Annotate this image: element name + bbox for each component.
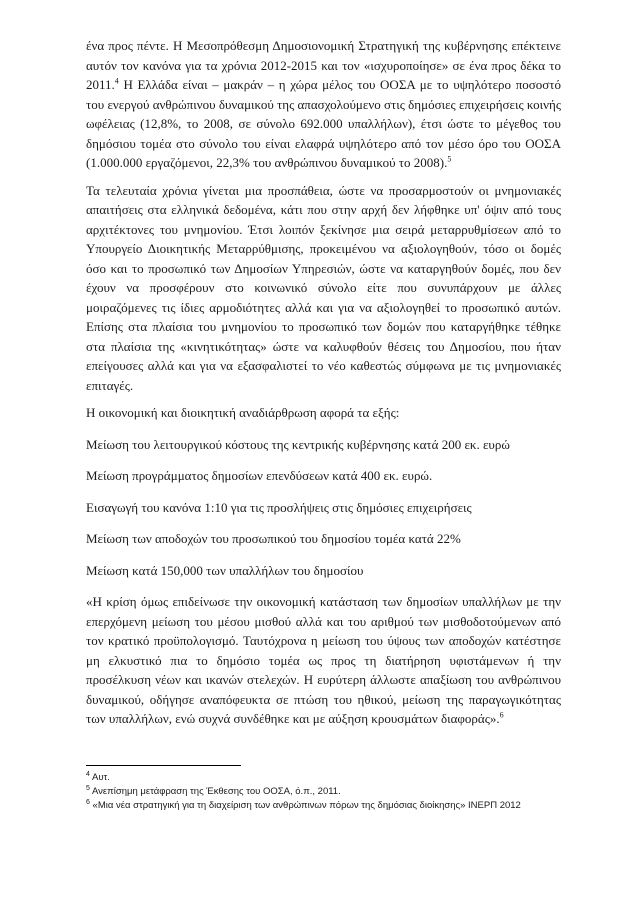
footnote-number: 4 bbox=[86, 770, 90, 778]
footnote bbox=[86, 771, 561, 785]
measure-item: Μείωση προγράμματος δημοσίων επενδύσεων κατά 400 εκ. ευρώ. bbox=[86, 468, 433, 483]
footnotes bbox=[86, 771, 561, 813]
footnote-number: 5 bbox=[86, 784, 90, 792]
footnote-number: 6 bbox=[86, 798, 90, 806]
paragraph-quote bbox=[86, 592, 561, 729]
measure-item: Μείωση του λειτουργικού κόστους της κεντρικής κυβέρνησης κατά 200 εκ. ευρώ bbox=[86, 436, 510, 452]
footnote-ref[interactable]: 4 bbox=[114, 76, 119, 86]
footnote bbox=[86, 785, 561, 799]
measure-item: Μείωση κατά 150,000 των υπαλλήλων του δημοσίου bbox=[86, 562, 364, 578]
paragraph-restructuring-intro: Η οικονομική και διοικητική αναδιάρθρωση αφορά τα εξής: bbox=[86, 405, 400, 420]
footnote-text: Αυτ. bbox=[89, 772, 110, 783]
paragraph-reforms: Τα τελευταία χρόνια γίνεται μια προσπάθεια, ώστε να προσαρμοστούν οι μνημονιακές απαιτήσεις στα ελληνικά δεδομένα, κάτι που στην αρχή δεν λήφθηκε υπ' όψιν από τους αρχιτέκτονες του μνημονίου. Έτσι λοιπόν ξεκίνησε μια σειρά μεταρρυθμίσεων από το Υπουργείο Διοικητικής Μεταρρύθμισης, προκειμένου να αξιολογηθούν, τόσο οι δομές όσο και το προσωπικό των Δημοσίων Υπηρεσιών, ώστε να καταργηθούν δομές, που δεν έχουν να προσφέρουν στο κοινωνικό σύνολο είτε που συνυπάρχουν με άλλες μοιραζόμενες τις ίδιες αρμοδιότητες αλλά και για να αξιολογηθεί το προσωπικό αυτών. Επίσης στα πλαίσια του μνημονίου το προσωπικό των δομών που καταργήθηκε τέθηκε στα πλαίσια της «κινητικότητας» ώστε να καλυφθούν θέσεις του Δημοσίου, που ήταν επείγουσες αλλά και για να εξασφαλιστεί το νέο καθεστώς σύμφωνα με τις μνημονιακές επιταγές. bbox=[86, 182, 561, 393]
footnote-ref[interactable]: 6 bbox=[499, 710, 504, 720]
measure-item: Εισαγωγή του κανόνα 1:10 για τις προσλήψεις στις δημόσιες επιχειρήσεις bbox=[86, 499, 472, 515]
footnote-text: «Μια νέα στρατηγική για τη διαχείριση των ανθρώπινων πόρων της δημόσιας διοίκησης» ΙΝΕΡΠ 2012 bbox=[89, 800, 521, 811]
paragraph-text: ένα προς πέντε. Η Μεσοπρόθεσμη Δημοσιονομική Στρατηγική της κυβέρνησης επέκτεινε αυτόν τον κανόνα για τα χρόνια 2012-2015 και τον «ισχυροποίησε» σε ένα προς δέκα το 2011. bbox=[86, 38, 561, 92]
footnote bbox=[86, 799, 561, 813]
footnote-separator bbox=[86, 765, 241, 766]
paragraph-text: Η Ελλάδα είναι – μακράν – η χώρα μέλος του ΟΟΣΑ με το υψηλότερο ποσοστό του ενεργού ανθρώπινου δυναμικού της απασχολούμενο στις δημόσιες επιχειρήσεις κοινής ωφέλειας (12,8%, το 2008, σε σύνολο 692.000 υπαλλήλων), έτσι ώστε το μέγεθος του δημόσιου τομέα στο σύνολο του είναι ελαφρά υψηλότερο από τον μέσο όρο του ΟΟΣΑ (1.000.000 εργαζόμενοι, 22,3% του ανθρώπινου δυναμικού το 2008). bbox=[86, 77, 561, 170]
measure-item: Μείωση των αποδοχών του προσωπικού του δημοσίου τομέα κατά 22% bbox=[86, 531, 461, 546]
footnote-text: Ανεπίσημη μετάφραση της Έκθεσης του ΟΟΣΑ, ό.π., 2011. bbox=[89, 786, 341, 797]
footnote-ref[interactable]: 5 bbox=[447, 154, 452, 164]
quote-text: «Η κρίση όμως επιδείνωσε την οικονομική κατάσταση των δημοσίων υπαλλήλων με την επερχόμενη μείωση του μέσου μισθού αλλά και του αριθμού των μισθοδοτούμενων από τον κρατικό προϋπολογισμό. Ταυτόχρονα η μείωση του ύψους των αποδοχών κατέστησε μη ελκυστικό πια το δημόσιο τομέα ως προς τη διατήρηση υφιστάμενων ή την προσέλκυση νέων και ικανών στελεχών. Η ευρύτερη άλλωστε απαξίωση του ανθρώπινου δυναμικού, οδήγησε αναπόφευκτα σε πτώση του ηθικού, μείωση της παραγωγικότητας των υπαλλήλων, ενώ συχνά συνδέθηκε και με αύξηση κρουσμάτων διαφοράς». bbox=[86, 594, 561, 726]
paragraph-oecd-context bbox=[86, 36, 561, 173]
